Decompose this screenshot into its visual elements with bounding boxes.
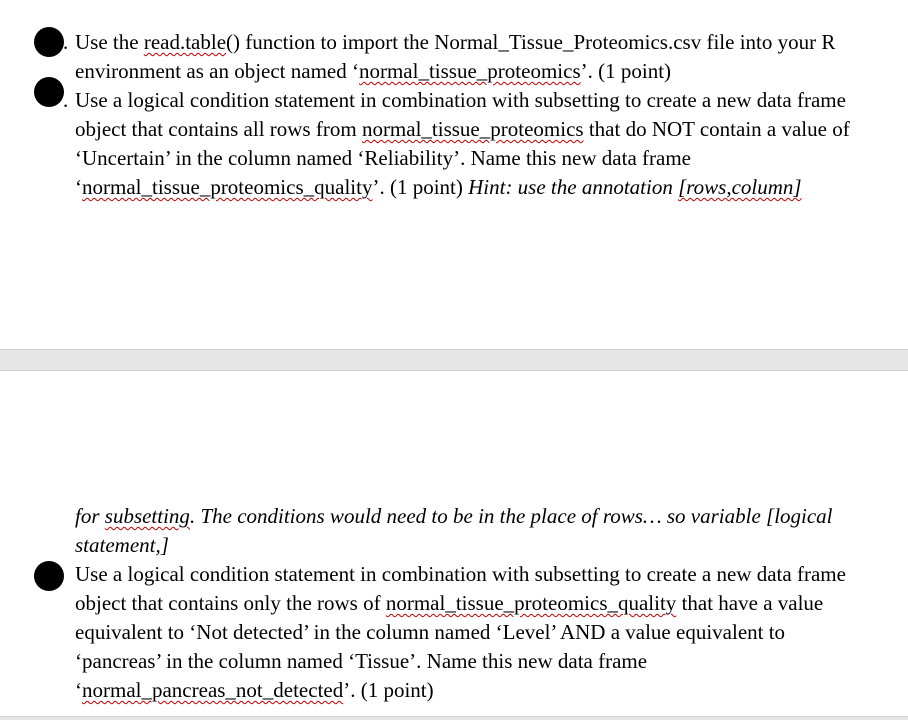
item-3-spellcheck-source-object: normal_tissue_proteomics_quality bbox=[385, 591, 677, 615]
item-2-text-c: ’. (1 point) bbox=[372, 175, 469, 199]
list-bullet-2 bbox=[34, 77, 64, 107]
item-1-spellcheck-object-name: normal_tissue_proteomics bbox=[358, 59, 581, 83]
item-2-spellcheck-new-object: normal_tissue_proteomics_quality bbox=[82, 175, 373, 199]
page-break-gap bbox=[0, 349, 908, 371]
item-1-spellcheck-read-table: read.table bbox=[143, 30, 227, 54]
cont-spellcheck-subsetting: subsetting bbox=[104, 504, 190, 528]
cont-text-a: for bbox=[75, 504, 105, 528]
list-number-dot-1: . bbox=[63, 30, 69, 54]
item-2-spellcheck-source-object: normal_tissue_proteomics bbox=[361, 117, 584, 141]
item-2-hint-annotation: [rows,column] bbox=[678, 175, 802, 199]
item-2-text-b: that do NOT contain a value of ‘Uncertain’ in the column named ‘Reliability’. Name this new data frame ‘ bbox=[75, 117, 850, 199]
item-2-hint-continuation[interactable] bbox=[75, 502, 875, 560]
list-bullet-1 bbox=[34, 27, 64, 57]
item-2-text-a: Use a logical condition statement in combination with subsetting to create a new data frame object that contains all rows from bbox=[75, 88, 846, 141]
item-3-text-a: Use a logical condition statement in combination with subsetting to create a new data frame object that contains only the rows of bbox=[75, 562, 846, 615]
list-bullet-3 bbox=[34, 561, 64, 591]
item-3-spellcheck-new-object: normal_pancreas_not_detected bbox=[82, 678, 344, 702]
list-item-1[interactable] bbox=[75, 28, 875, 86]
item-2-hint: Hint: use the annotation bbox=[468, 175, 679, 199]
list-item-3[interactable] bbox=[75, 560, 875, 705]
list-number-dot-2: . bbox=[63, 88, 69, 112]
item-1-text-a: Use the bbox=[75, 30, 144, 54]
list-item-2[interactable] bbox=[75, 86, 875, 202]
document-page-1 bbox=[0, 0, 908, 349]
item-3-text-b: that have a value equivalent to ‘Not detected’ in the column named ‘Level’ AND a value equivalent to ‘pancreas’ in the column named ‘Tissue’. Name this new data frame ‘ bbox=[75, 591, 824, 702]
cont-text-b: . The conditions would need to be in the place of rows… so variable [logical statement,] bbox=[75, 504, 833, 557]
item-1-text-b: () function to import the Normal_Tissue_Proteomics.csv file into your R environment as an object named ‘ bbox=[75, 30, 836, 83]
page-break-gap-bottom bbox=[0, 716, 908, 720]
item-3-text-c: ’. (1 point) bbox=[343, 678, 434, 702]
item-1-text-c: ’. (1 point) bbox=[580, 59, 672, 83]
